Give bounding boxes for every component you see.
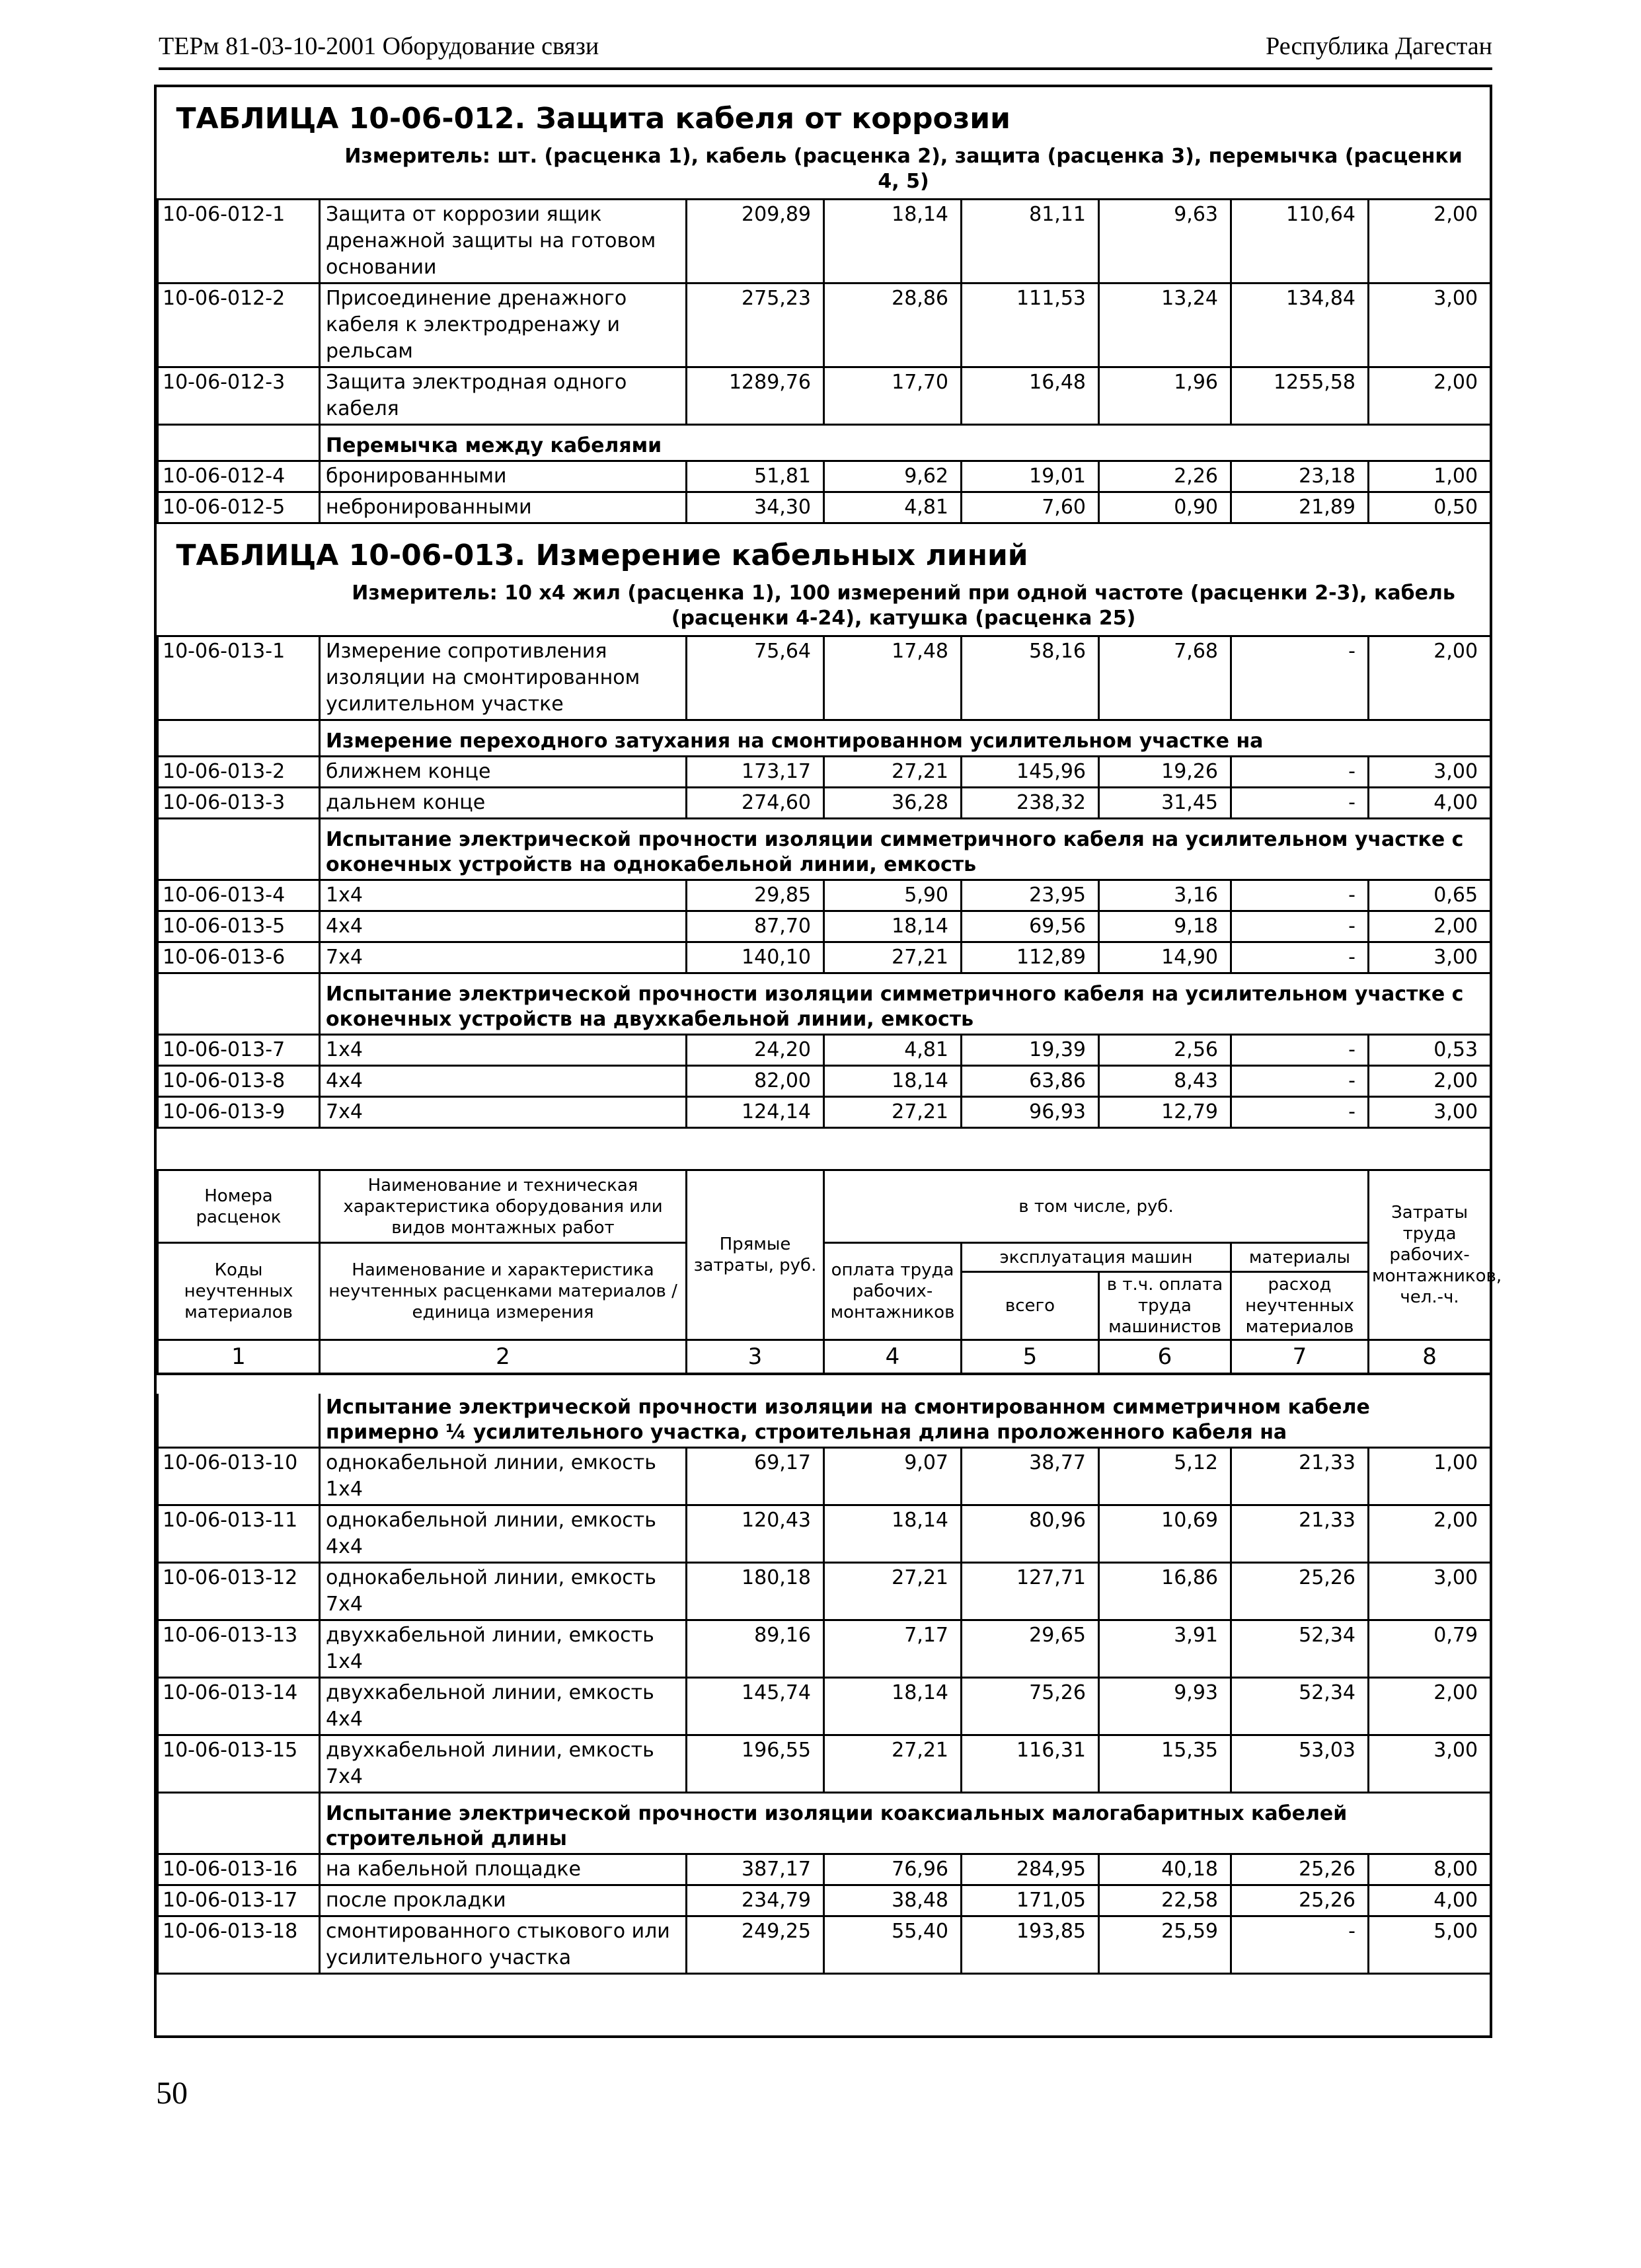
col-rate-numbers: Номера расценок bbox=[158, 1170, 320, 1243]
labor-cost: 55,40 bbox=[824, 1916, 962, 1974]
machinist-cost: 1,96 bbox=[1099, 367, 1231, 425]
rate-name: небронированными bbox=[320, 492, 687, 523]
rate-name: на кабельной площадке bbox=[320, 1854, 687, 1885]
direct-cost: 51,81 bbox=[687, 461, 824, 492]
rate-name: бронированными bbox=[320, 461, 687, 492]
labor-cost: 9,07 bbox=[824, 1448, 962, 1505]
labor-hours: 2,00 bbox=[1369, 1678, 1491, 1735]
materials-cost: 110,64 bbox=[1231, 200, 1369, 284]
machine-cost: 23,95 bbox=[962, 880, 1099, 911]
col-labor-pay: оплата труда рабочих-монтажников bbox=[824, 1243, 962, 1340]
column-number: 3 bbox=[687, 1340, 824, 1375]
machinist-cost: 22,58 bbox=[1099, 1885, 1231, 1916]
machine-cost: 111,53 bbox=[962, 284, 1099, 367]
content-frame bbox=[154, 85, 1502, 2038]
group-heading: Испытание электрической прочности изоляции коаксиальных малогабаритных кабелей строительной длины bbox=[320, 1793, 1491, 1854]
col-material-consumption: расход неучтенных материалов bbox=[1231, 1272, 1369, 1340]
machinist-cost: 3,16 bbox=[1099, 880, 1231, 911]
rate-name: 7х4 bbox=[320, 1097, 687, 1128]
labor-cost: 76,96 bbox=[824, 1854, 962, 1885]
labor-hours: 3,00 bbox=[1369, 1097, 1491, 1128]
rate-name: смонтированного стыкового или усилительного участка bbox=[320, 1916, 687, 1974]
column-number: 1 bbox=[158, 1340, 320, 1375]
machine-cost: 145,96 bbox=[962, 757, 1099, 788]
labor-hours: 2,00 bbox=[1369, 367, 1491, 425]
machine-cost: 112,89 bbox=[962, 942, 1099, 973]
rate-code: 10-06-013-12 bbox=[158, 1563, 320, 1620]
labor-cost: 9,62 bbox=[824, 461, 962, 492]
machine-cost: 29,65 bbox=[962, 1620, 1099, 1678]
labor-cost: 27,21 bbox=[824, 757, 962, 788]
direct-cost: 234,79 bbox=[687, 1885, 824, 1916]
labor-hours: 1,00 bbox=[1369, 1448, 1491, 1505]
header-region: Республика Дагестан bbox=[1266, 32, 1492, 60]
direct-cost: 209,89 bbox=[687, 200, 824, 284]
rate-name: 7х4 bbox=[320, 942, 687, 973]
machinist-cost: 16,86 bbox=[1099, 1563, 1231, 1620]
rate-name: 1х4 bbox=[320, 880, 687, 911]
labor-cost: 27,21 bbox=[824, 942, 962, 973]
table-row bbox=[158, 942, 1491, 973]
machine-cost: 38,77 bbox=[962, 1448, 1099, 1505]
table-row bbox=[158, 367, 1491, 425]
labor-cost: 4,81 bbox=[824, 1035, 962, 1066]
direct-cost: 145,74 bbox=[687, 1678, 824, 1735]
machine-cost: 58,16 bbox=[962, 636, 1099, 720]
direct-cost: 87,70 bbox=[687, 911, 824, 942]
rate-name: Защита электродная одного кабеля bbox=[320, 367, 687, 425]
machinist-cost: 10,69 bbox=[1099, 1505, 1231, 1563]
machinist-cost: 40,18 bbox=[1099, 1854, 1231, 1885]
labor-hours: 5,00 bbox=[1369, 1916, 1491, 1974]
table-meter: Измеритель: шт. (расценка 1), кабель (расценка 2), защита (расценка 3), перемычка (расценки 4, 5) bbox=[344, 145, 1463, 193]
column-number: 4 bbox=[824, 1340, 962, 1375]
materials-cost: 53,03 bbox=[1231, 1735, 1369, 1793]
machine-cost: 19,39 bbox=[962, 1035, 1099, 1066]
rate-code: 10-06-013-8 bbox=[158, 1066, 320, 1097]
labor-cost: 38,48 bbox=[824, 1885, 962, 1916]
direct-cost: 196,55 bbox=[687, 1735, 824, 1793]
direct-cost: 82,00 bbox=[687, 1066, 824, 1097]
materials-cost: - bbox=[1231, 1035, 1369, 1066]
machinist-cost: 9,18 bbox=[1099, 911, 1231, 942]
col-material-name: Наименование и характеристика неучтенных расценками материалов / единица измерения bbox=[320, 1243, 687, 1340]
rate-code: 10-06-013-3 bbox=[158, 788, 320, 819]
direct-cost: 180,18 bbox=[687, 1563, 824, 1620]
column-header bbox=[158, 1170, 1491, 1243]
direct-cost: 75,64 bbox=[687, 636, 824, 720]
col-material-codes: Коды неучтенных материалов bbox=[158, 1243, 320, 1340]
materials-cost: - bbox=[1231, 788, 1369, 819]
labor-cost: 18,14 bbox=[824, 1505, 962, 1563]
labor-hours: 3,00 bbox=[1369, 1735, 1491, 1793]
labor-hours: 8,00 bbox=[1369, 1854, 1491, 1885]
rate-code: 10-06-013-7 bbox=[158, 1035, 320, 1066]
group-heading: Перемычка между кабелями bbox=[320, 425, 1491, 461]
table-row bbox=[158, 461, 1491, 492]
machinist-cost: 0,90 bbox=[1099, 492, 1231, 523]
col-direct-cost: Прямые затраты, руб. bbox=[687, 1170, 824, 1340]
machine-cost: 63,86 bbox=[962, 1066, 1099, 1097]
column-numbers bbox=[158, 1340, 1491, 1375]
labor-cost: 17,48 bbox=[824, 636, 962, 720]
machine-cost: 81,11 bbox=[962, 200, 1099, 284]
materials-cost: - bbox=[1231, 1097, 1369, 1128]
column-number: 6 bbox=[1099, 1340, 1231, 1375]
col-labor-hours: Затраты труда рабочих-монтажников, чел.-ч. bbox=[1369, 1170, 1491, 1340]
labor-cost: 4,81 bbox=[824, 492, 962, 523]
rate-name: 1х4 bbox=[320, 1035, 687, 1066]
table-meter: Измеритель: 10 х4 жил (расценка 1), 100 измерений при одной частоте (расценки 2-3), кабель (расценки 4-24), катушка (расценка 25) bbox=[352, 582, 1455, 630]
machine-cost: 69,56 bbox=[962, 911, 1099, 942]
materials-cost: - bbox=[1231, 757, 1369, 788]
col-materials: материалы bbox=[1231, 1243, 1369, 1272]
rate-code: 10-06-013-6 bbox=[158, 942, 320, 973]
machinist-cost: 2,56 bbox=[1099, 1035, 1231, 1066]
machine-cost: 116,31 bbox=[962, 1735, 1099, 1793]
machine-cost: 193,85 bbox=[962, 1916, 1099, 1974]
table-row bbox=[158, 1448, 1491, 1505]
rate-code: 10-06-013-4 bbox=[158, 880, 320, 911]
labor-hours: 2,00 bbox=[1369, 1066, 1491, 1097]
rate-code: 10-06-013-1 bbox=[158, 636, 320, 720]
table-row bbox=[158, 911, 1491, 942]
table-row bbox=[158, 1563, 1491, 1620]
machine-cost: 284,95 bbox=[962, 1854, 1099, 1885]
table-row bbox=[158, 880, 1491, 911]
direct-cost: 275,23 bbox=[687, 284, 824, 367]
labor-hours: 2,00 bbox=[1369, 636, 1491, 720]
table-row bbox=[158, 1916, 1491, 1974]
machine-cost: 75,26 bbox=[962, 1678, 1099, 1735]
table-row bbox=[158, 1035, 1491, 1066]
header-doc-code: ТЕРм 81-03-10-2001 Оборудование связи bbox=[159, 32, 599, 60]
group-heading: Испытание электрической прочности изоляции симметричного кабеля на усилительном участке с оконечных устройств на однокабельной линии, емкость bbox=[320, 819, 1491, 880]
labor-hours: 2,00 bbox=[1369, 1505, 1491, 1563]
labor-hours: 0,50 bbox=[1369, 492, 1491, 523]
labor-cost: 7,17 bbox=[824, 1620, 962, 1678]
materials-cost: 21,89 bbox=[1231, 492, 1369, 523]
labor-cost: 27,21 bbox=[824, 1097, 962, 1128]
direct-cost: 274,60 bbox=[687, 788, 824, 819]
direct-cost: 69,17 bbox=[687, 1448, 824, 1505]
group-heading: Испытание электрической прочности изоляции на смонтированном симметричном кабеле примерно ¼ усилительного участка, строительная длина проложенного кабеля на bbox=[320, 1394, 1491, 1448]
labor-cost: 18,14 bbox=[824, 1678, 962, 1735]
group-heading: Испытание электрической прочности изоляции симметричного кабеля на усилительном участке с оконечных устройств на двухкабельной линии, емкость bbox=[320, 973, 1491, 1035]
direct-cost: 120,43 bbox=[687, 1505, 824, 1563]
machinist-cost: 3,91 bbox=[1099, 1620, 1231, 1678]
machine-cost: 171,05 bbox=[962, 1885, 1099, 1916]
materials-cost: - bbox=[1231, 880, 1369, 911]
direct-cost: 29,85 bbox=[687, 880, 824, 911]
table-row bbox=[158, 636, 1491, 720]
table-row bbox=[158, 1097, 1491, 1128]
materials-cost: - bbox=[1231, 942, 1369, 973]
col-machine-operation: эксплуатация машин bbox=[962, 1243, 1231, 1272]
materials-cost: - bbox=[1231, 1066, 1369, 1097]
rate-name: Присоединение дренажного кабеля к электродренажу и рельсам bbox=[320, 284, 687, 367]
rate-code: 10-06-013-10 bbox=[158, 1448, 320, 1505]
page-number: 50 bbox=[156, 2076, 188, 2111]
rate-name: Измерение сопротивления изоляции на смонтированном усилительном участке bbox=[320, 636, 687, 720]
col-machine-total: всего bbox=[962, 1272, 1099, 1340]
rate-name: однокабельной линии, емкость 7х4 bbox=[320, 1563, 687, 1620]
col-name: Наименование и техническая характеристика оборудования или видов монтажных работ bbox=[320, 1170, 687, 1243]
materials-cost: 52,34 bbox=[1231, 1620, 1369, 1678]
machinist-cost: 5,12 bbox=[1099, 1448, 1231, 1505]
labor-cost: 18,14 bbox=[824, 200, 962, 284]
labor-cost: 27,21 bbox=[824, 1735, 962, 1793]
labor-hours: 3,00 bbox=[1369, 757, 1491, 788]
rate-name: двухкабельной линии, емкость 1х4 bbox=[320, 1620, 687, 1678]
column-number: 8 bbox=[1369, 1340, 1491, 1375]
materials-cost: 21,33 bbox=[1231, 1448, 1369, 1505]
labor-hours: 2,00 bbox=[1369, 911, 1491, 942]
column-number: 5 bbox=[962, 1340, 1099, 1375]
labor-hours: 0,79 bbox=[1369, 1620, 1491, 1678]
table-row bbox=[158, 200, 1491, 284]
labor-cost: 27,21 bbox=[824, 1563, 962, 1620]
table-row bbox=[158, 1885, 1491, 1916]
direct-cost: 89,16 bbox=[687, 1620, 824, 1678]
machinist-cost: 19,26 bbox=[1099, 757, 1231, 788]
labor-hours: 3,00 bbox=[1369, 1563, 1491, 1620]
machinist-cost: 25,59 bbox=[1099, 1916, 1231, 1974]
table-row bbox=[158, 284, 1491, 367]
rate-code: 10-06-012-3 bbox=[158, 367, 320, 425]
rates-table bbox=[157, 87, 1502, 1975]
materials-cost: 52,34 bbox=[1231, 1678, 1369, 1735]
rate-code: 10-06-013-13 bbox=[158, 1620, 320, 1678]
table-row bbox=[158, 1505, 1491, 1563]
materials-cost: 23,18 bbox=[1231, 461, 1369, 492]
machine-cost: 19,01 bbox=[962, 461, 1099, 492]
page-header bbox=[159, 28, 1492, 70]
table-row bbox=[158, 757, 1491, 788]
rate-name: двухкабельной линии, емкость 4х4 bbox=[320, 1678, 687, 1735]
column-number: 7 bbox=[1231, 1340, 1369, 1375]
direct-cost: 124,14 bbox=[687, 1097, 824, 1128]
materials-cost: - bbox=[1231, 1916, 1369, 1974]
direct-cost: 34,30 bbox=[687, 492, 824, 523]
labor-hours: 2,00 bbox=[1369, 200, 1491, 284]
rate-code: 10-06-013-11 bbox=[158, 1505, 320, 1563]
labor-hours: 0,65 bbox=[1369, 880, 1491, 911]
labor-cost: 28,86 bbox=[824, 284, 962, 367]
labor-cost: 36,28 bbox=[824, 788, 962, 819]
rate-name: дальнем конце bbox=[320, 788, 687, 819]
labor-hours: 3,00 bbox=[1369, 284, 1491, 367]
materials-cost: 21,33 bbox=[1231, 1505, 1369, 1563]
labor-hours: 4,00 bbox=[1369, 1885, 1491, 1916]
machinist-cost: 2,26 bbox=[1099, 461, 1231, 492]
direct-cost: 140,10 bbox=[687, 942, 824, 973]
direct-cost: 249,25 bbox=[687, 1916, 824, 1974]
machinist-cost: 15,35 bbox=[1099, 1735, 1231, 1793]
table-title: ТАБЛИЦА 10-06-012. Защита кабеля от коррозии bbox=[176, 102, 1011, 135]
rate-code: 10-06-013-5 bbox=[158, 911, 320, 942]
machinist-cost: 8,43 bbox=[1099, 1066, 1231, 1097]
rate-name: после прокладки bbox=[320, 1885, 687, 1916]
machine-cost: 80,96 bbox=[962, 1505, 1099, 1563]
table-row bbox=[158, 1854, 1491, 1885]
col-machinist-pay: в т.ч. оплата труда машинистов bbox=[1099, 1272, 1231, 1340]
rate-code: 10-06-013-18 bbox=[158, 1916, 320, 1974]
machine-cost: 16,48 bbox=[962, 367, 1099, 425]
machinist-cost: 9,93 bbox=[1099, 1678, 1231, 1735]
labor-cost: 17,70 bbox=[824, 367, 962, 425]
table-row bbox=[158, 492, 1491, 523]
machine-cost: 127,71 bbox=[962, 1563, 1099, 1620]
direct-cost: 1289,76 bbox=[687, 367, 824, 425]
table-row bbox=[158, 1620, 1491, 1678]
labor-cost: 5,90 bbox=[824, 880, 962, 911]
labor-hours: 3,00 bbox=[1369, 942, 1491, 973]
rate-code: 10-06-013-17 bbox=[158, 1885, 320, 1916]
col-including: в том числе, руб. bbox=[824, 1170, 1369, 1243]
rate-name: двухкабельной линии, емкость 7х4 bbox=[320, 1735, 687, 1793]
machinist-cost: 31,45 bbox=[1099, 788, 1231, 819]
materials-cost: 25,26 bbox=[1231, 1563, 1369, 1620]
rate-code: 10-06-012-2 bbox=[158, 284, 320, 367]
table-row bbox=[158, 1066, 1491, 1097]
rate-code: 10-06-012-4 bbox=[158, 461, 320, 492]
machinist-cost: 9,63 bbox=[1099, 200, 1231, 284]
table-row bbox=[158, 1735, 1491, 1793]
machinist-cost: 7,68 bbox=[1099, 636, 1231, 720]
labor-cost: 18,14 bbox=[824, 1066, 962, 1097]
direct-cost: 24,20 bbox=[687, 1035, 824, 1066]
materials-cost: 25,26 bbox=[1231, 1885, 1369, 1916]
rate-code: 10-06-012-5 bbox=[158, 492, 320, 523]
direct-cost: 173,17 bbox=[687, 757, 824, 788]
rate-name: ближнем конце bbox=[320, 757, 687, 788]
rate-code: 10-06-013-9 bbox=[158, 1097, 320, 1128]
table-row bbox=[158, 1678, 1491, 1735]
materials-cost: 1255,58 bbox=[1231, 367, 1369, 425]
labor-hours: 0,53 bbox=[1369, 1035, 1491, 1066]
rate-name: 4х4 bbox=[320, 1066, 687, 1097]
labor-hours: 1,00 bbox=[1369, 461, 1491, 492]
rate-name: однокабельной линии, емкость 1х4 bbox=[320, 1448, 687, 1505]
rate-code: 10-06-013-16 bbox=[158, 1854, 320, 1885]
machinist-cost: 13,24 bbox=[1099, 284, 1231, 367]
rate-code: 10-06-012-1 bbox=[158, 200, 320, 284]
materials-cost: - bbox=[1231, 636, 1369, 720]
machinist-cost: 14,90 bbox=[1099, 942, 1231, 973]
rate-code: 10-06-013-14 bbox=[158, 1678, 320, 1735]
column-number: 2 bbox=[320, 1340, 687, 1375]
group-heading: Измерение переходного затухания на смонтированном усилительном участке на bbox=[320, 720, 1491, 757]
table-row bbox=[158, 788, 1491, 819]
machine-cost: 96,93 bbox=[962, 1097, 1099, 1128]
rate-name: однокабельной линии, емкость 4х4 bbox=[320, 1505, 687, 1563]
labor-cost: 18,14 bbox=[824, 911, 962, 942]
table-title: ТАБЛИЦА 10-06-013. Измерение кабельных линий bbox=[176, 539, 1028, 572]
materials-cost: 25,26 bbox=[1231, 1854, 1369, 1885]
rate-code: 10-06-013-15 bbox=[158, 1735, 320, 1793]
rate-name: 4х4 bbox=[320, 911, 687, 942]
labor-hours: 4,00 bbox=[1369, 788, 1491, 819]
machinist-cost: 12,79 bbox=[1099, 1097, 1231, 1128]
machine-cost: 238,32 bbox=[962, 788, 1099, 819]
direct-cost: 387,17 bbox=[687, 1854, 824, 1885]
rate-code: 10-06-013-2 bbox=[158, 757, 320, 788]
materials-cost: - bbox=[1231, 911, 1369, 942]
rate-name: Защита от коррозии ящик дренажной защиты на готовом основании bbox=[320, 200, 687, 284]
materials-cost: 134,84 bbox=[1231, 284, 1369, 367]
machine-cost: 7,60 bbox=[962, 492, 1099, 523]
